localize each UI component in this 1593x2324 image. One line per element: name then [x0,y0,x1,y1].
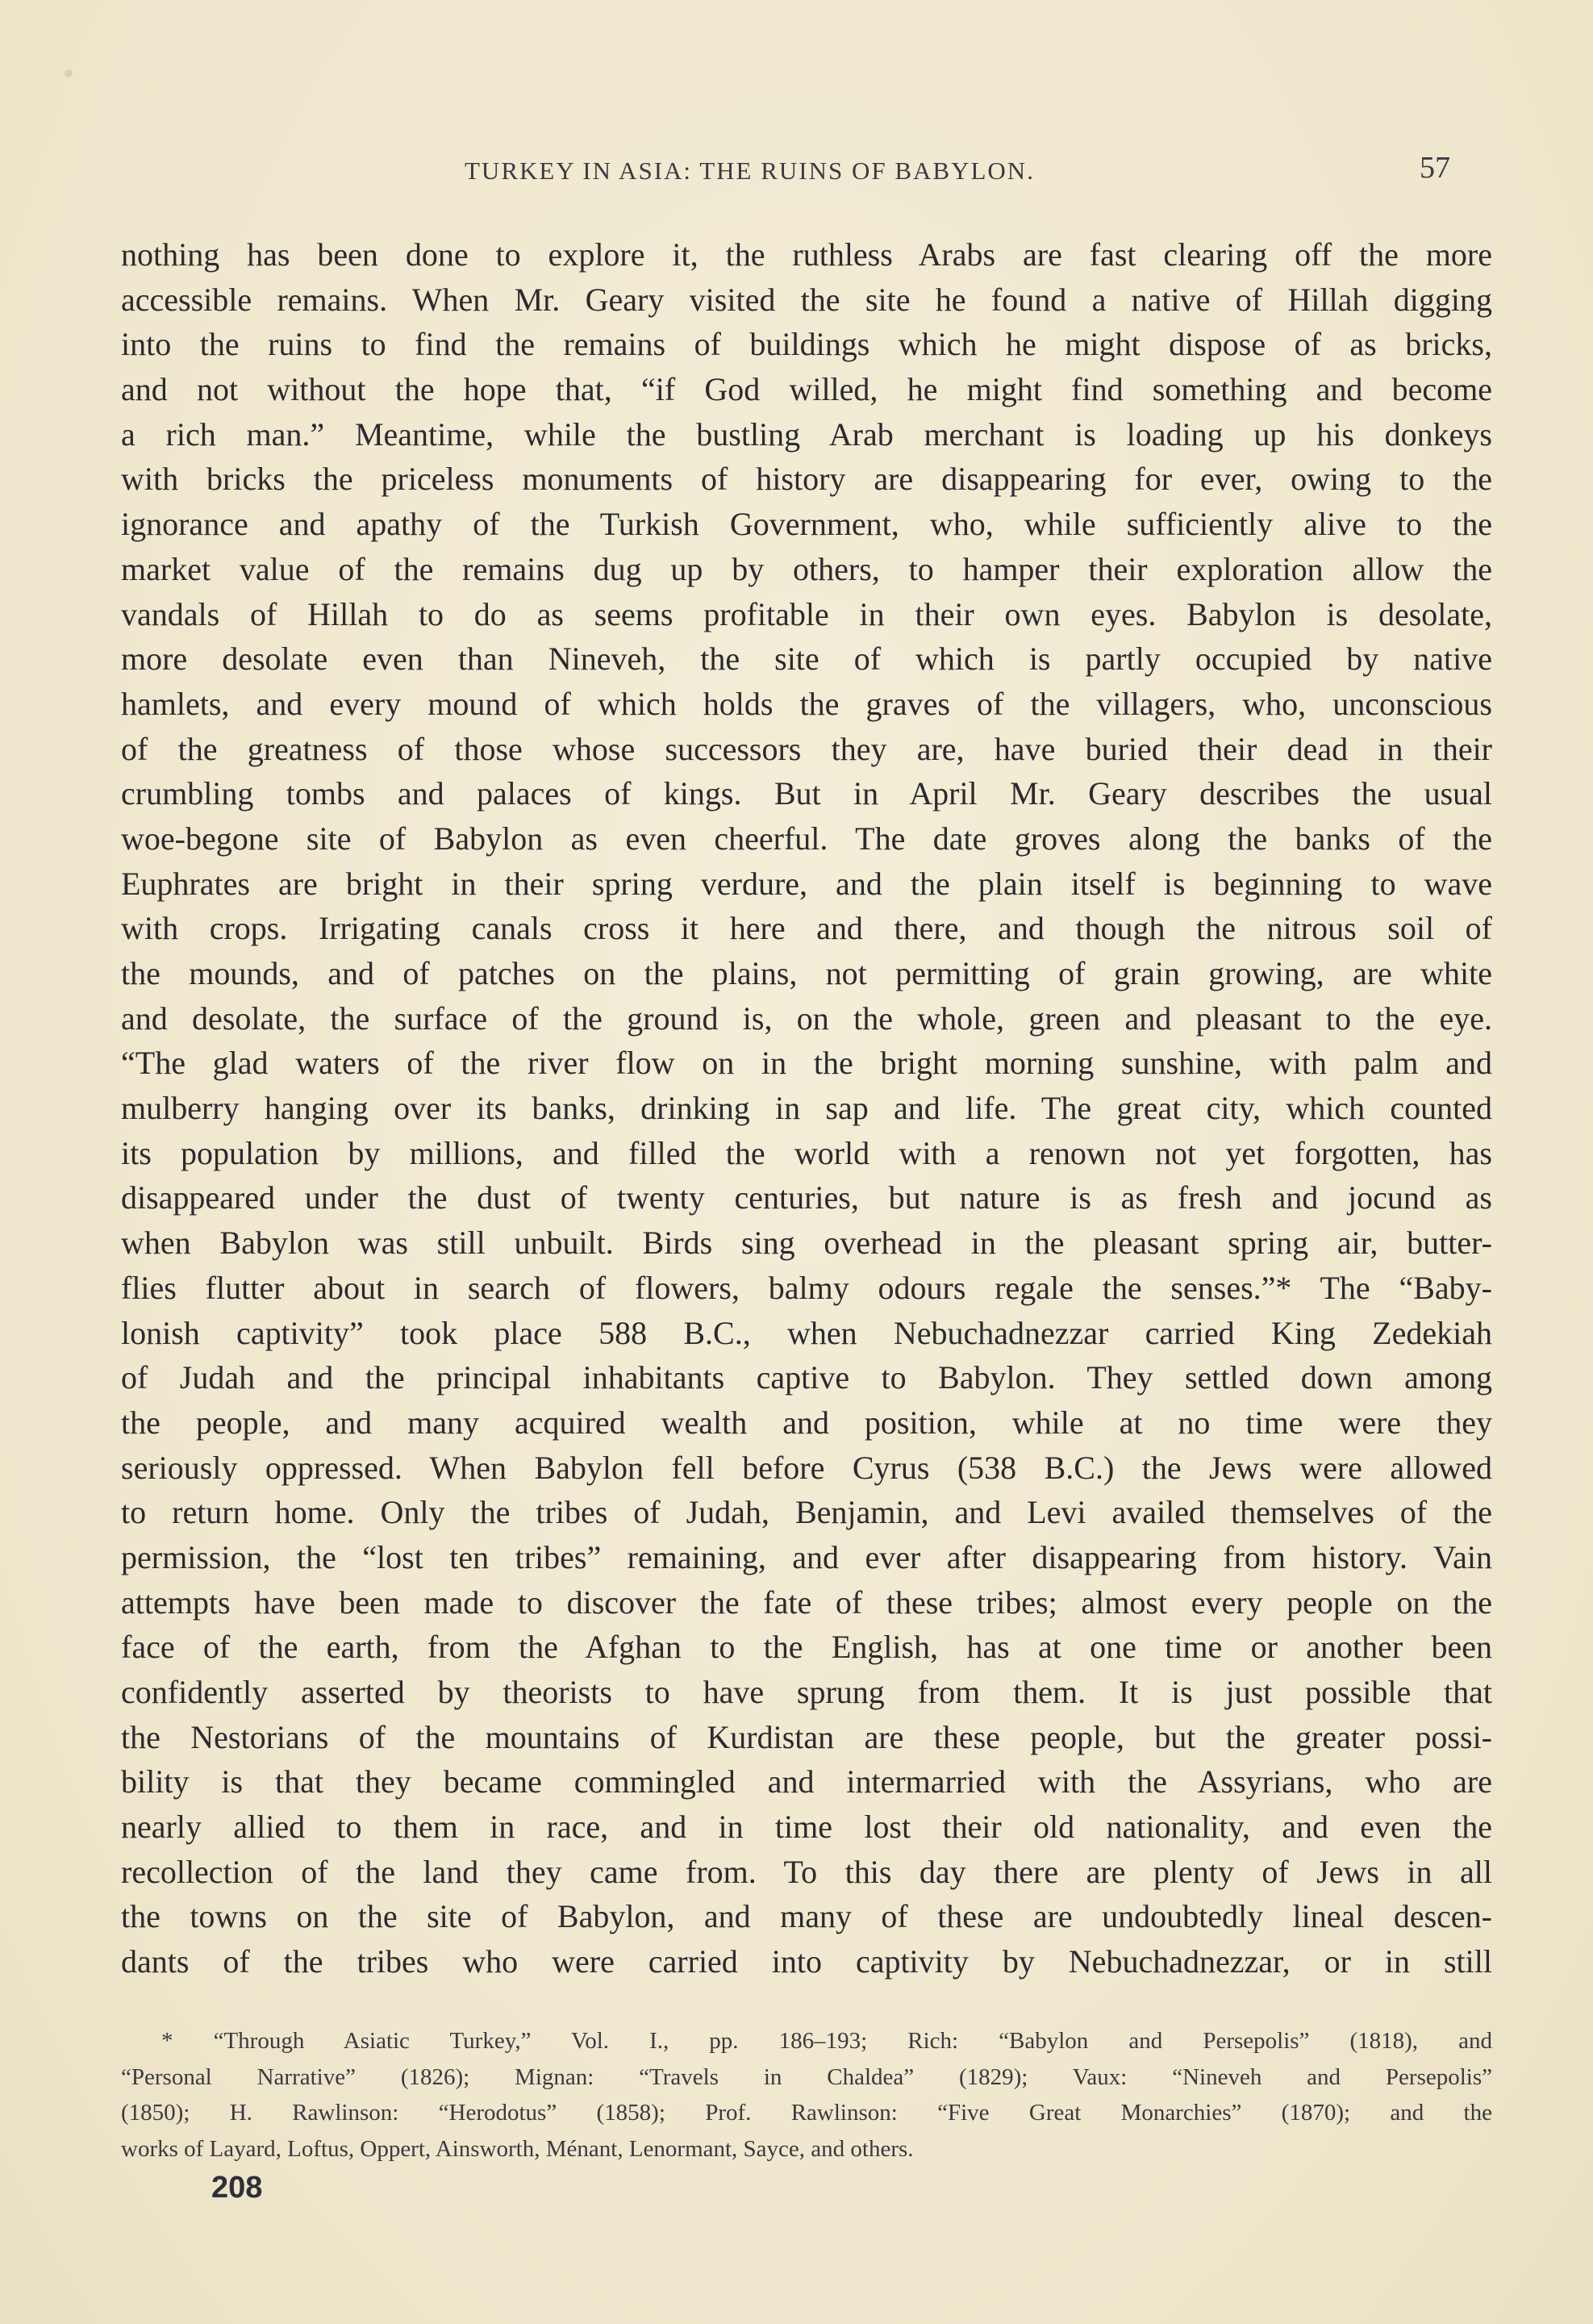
body-text [121,232,1492,1984]
footnote [121,2023,1492,2167]
text-line: with bricks the priceless monuments of history are disappearing for ever, owing to the [121,461,1492,498]
footnote-line: (1850); H. Rawlinson: “Herodotus” (1858); Prof. Rawlinson: “Five Great Monarchies” (1870); and the [121,2100,1492,2126]
text-line: attempts have been made to discover the fate of these tribes; almost every people on the [121,1583,1492,1621]
text-line: of Judah and the principal inhabitants captive to Babylon. They settled down among [121,1359,1492,1396]
text-line: face of the earth, from the Afghan to the English, has at one time or another been [121,1629,1492,1666]
text-line: vandals of Hillah to do as seems profitable in their own eyes. Babylon is desolate, [121,595,1492,632]
text-line: of the greatness of those whose successors they are, have buried their dead in their [121,730,1492,767]
text-line: the towns on the site of Babylon, and many of these are undoubtedly lineal descen- [121,1898,1492,1935]
text-line: when Babylon was still unbuilt. Birds sing overhead in the pleasant spring air, butter- [121,1225,1492,1262]
text-line: bility is that they became commingled and intermarried with the Assyrians, who are [121,1763,1492,1800]
text-line: the mounds, and of patches on the plains, not permitting of grain growing, are white [121,955,1492,991]
text-line: ignorance and apathy of the Turkish Government, who, while sufficiently alive to the [121,506,1492,543]
text-line: “The glad waters of the river flow on in the bright morning sunshine, with palm and [121,1045,1492,1082]
text-line: a rich man.” Meantime, while the bustling Arab merchant is loading up his donkeys [121,415,1492,453]
text-line: permission, the “lost ten tribes” remaining, and ever after disappearing from history. Vain [121,1538,1492,1575]
text-line: more desolate even than Nineveh, the site of which is partly occupied by native [121,640,1492,678]
running-title: TURKEY IN ASIA: THE RUINS OF BABYLON. [465,156,1035,185]
text-line: Euphrates are bright in their spring verdure, and the plain itself is beginning to wave [121,865,1492,902]
text-line: hamlets, and every mound of which holds the graves of the villagers, who, unconscious [121,685,1492,722]
text-line: accessible remains. When Mr. Geary visited the site he found a native of Hillah digging [121,281,1492,318]
footnote-line: “Personal Narrative” (1826); Mignan: “Travels in Chaldea” (1829); Vaux: “Nineveh and Persepolis” [121,2063,1492,2090]
text-line: nearly allied to them in race, and in time lost their old nationality, and even the [121,1809,1492,1846]
text-line: mulberry hanging over its banks, drinking in sap and life. The great city, which counted [121,1090,1492,1127]
text-line: crumbling tombs and palaces of kings. But in April Mr. Geary describes the usual [121,775,1492,812]
footnote-line: works of Layard, Loftus, Oppert, Ainsworth, Ménant, Lenormant, Sayce, and others. [121,2135,914,2162]
text-line: market value of the remains dug up by others, to hamper their exploration allow the [121,550,1492,587]
text-line: and desolate, the surface of the ground is, on the whole, green and pleasant to the eye. [121,999,1492,1037]
text-line: seriously oppressed. When Babylon fell before Cyrus (538 B.C.) the Jews were allowed [121,1449,1492,1486]
footnote-line: * “Through Asiatic Turkey,” Vol. I., pp. 186–193; Rich: “Babylon and Persepolis” (1818), and [161,2028,1492,2054]
text-line: dants of the tribes who were carried into captivity by Nebuchadnezzar, or in still [121,1943,1492,1980]
text-line: the people, and many acquired wealth and position, while at no time were they [121,1404,1492,1441]
text-line: confidently asserted by theorists to have sprung from them. It is just possible that [121,1674,1492,1710]
text-line: nothing has been done to explore it, the ruthless Arabs are fast clearing off the more [121,236,1492,273]
text-line: the Nestorians of the mountains of Kurdistan are these people, but the greater possi- [121,1718,1492,1755]
text-line: and not without the hope that, “if God willed, he might find something and become [121,371,1492,408]
signature-mark: 208 [211,2171,263,2205]
text-line: woe-begone site of Babylon as even cheerful. The date groves along the banks of the [121,820,1492,857]
text-line: its population by millions, and filled the world with a renown not yet forgotten, has [121,1134,1492,1171]
text-line: to return home. Only the tribes of Judah, Benjamin, and Levi availed themselves of the [121,1494,1492,1531]
text-line: flies flutter about in search of flowers, balmy odours regale the senses.”* The “Baby- [121,1269,1492,1306]
text-line: with crops. Irrigating canals cross it here and there, and though the nitrous soil of [121,910,1492,947]
page-number: 57 [1420,151,1450,185]
text-line: disappeared under the dust of twenty centuries, but nature is as fresh and jocund as [121,1179,1492,1216]
paper-spot [65,69,73,77]
text-line: recollection of the land they came from. To this day there are plenty of Jews in all [121,1853,1492,1890]
text-line: lonish captivity” took place 588 B.C., when Nebuchadnezzar carried King Zedekiah [121,1314,1492,1351]
text-line: into the ruins to find the remains of buildings which he might dispose of as bricks, [121,326,1492,363]
